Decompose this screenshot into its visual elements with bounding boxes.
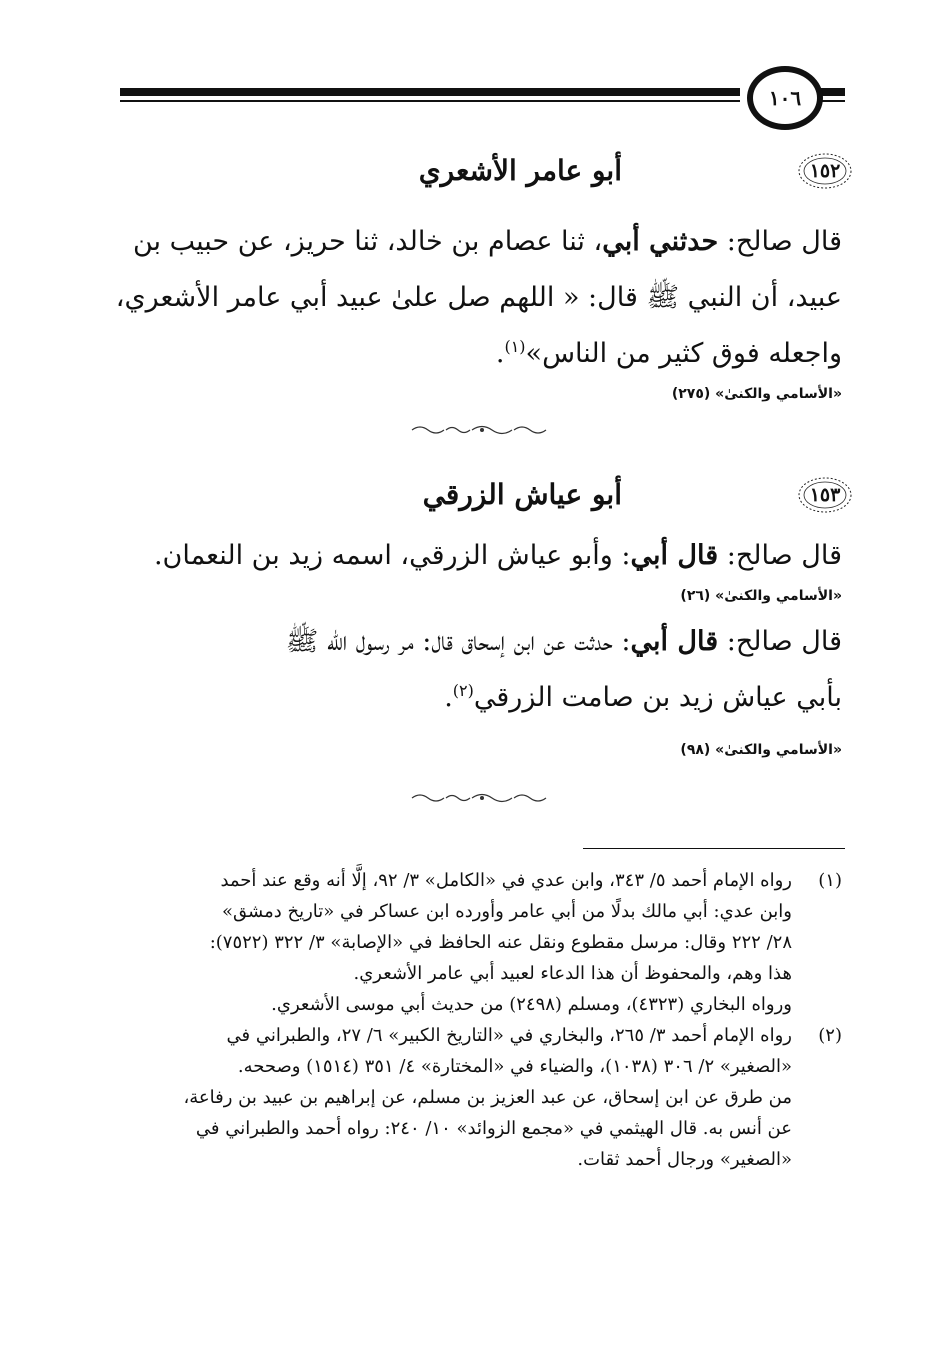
footnote-separator xyxy=(583,848,845,849)
footnote-line: رواه الإمام أحمد ٣/ ٢٦٥، والبخاري في «التاريخ الكبير» ٦/ ٢٧، والطبراني في xyxy=(226,1025,792,1046)
entry-paragraph xyxy=(107,528,842,584)
paragraph-bold-phrase: قال أبي xyxy=(630,626,719,657)
header-rule xyxy=(120,88,740,96)
paragraph-text: عبيد، أن النبي ﷺ قال: « اللهم صل علىٰ عبيد أبي عامر الأشعري، xyxy=(115,282,842,313)
paragraph-text: : وأبو عياش الزرقي، اسمه زيد بن النعمان. xyxy=(153,540,631,571)
paragraph-end: . xyxy=(444,682,453,713)
entry-paragraph xyxy=(107,214,842,382)
footnote-line: رواه الإمام أحمد ٥/ ٣٤٣، وابن عدي في «الكامل» ٣/ ٩٢، إلَّا أنه وقع عند أحمد xyxy=(220,870,792,891)
footnote-ref[interactable]: (٢) xyxy=(452,681,474,700)
paragraph-text: ، ثنا عصام بن خالد، ثنا حريز، عن حبيب بن xyxy=(132,226,603,257)
footnote-line: ٢٨/ ٢٢٢ وقال: مرسل مقطوع ونقل عنه الحافظ في «الإصابة» ٣/ ٣٢٢ (٧٥٢٢): xyxy=(209,932,792,953)
header-rule-thin xyxy=(120,100,740,102)
footnote-line: هذا وهم، والمحفوظ أن هذا الدعاء لعبيد أبي عامر الأشعري. xyxy=(353,963,792,984)
paragraph-bold-phrase: قال أبي xyxy=(630,540,719,571)
entry-number: ١٥٢ xyxy=(809,160,841,182)
footnote-line: ورواه البخاري (٤٣٢٣)، ومسلم (٢٤٩٨) من حديث أبي موسى الأشعري. xyxy=(271,994,792,1015)
footnote-number: (٢) xyxy=(818,1025,842,1046)
footnote-line: «الصغير» ورجال أحمد ثقات. xyxy=(577,1149,792,1170)
footnote-1 xyxy=(102,865,842,1020)
footnote-line: من طرق عن ابن إسحاق، عن عبد العزيز بن مسلم، عن إبراهيم بن عبيد بن رفاعة، xyxy=(183,1087,792,1108)
source-citation: «الأسامي والكنىٰ» (٢٦) xyxy=(680,588,842,604)
footnote-line: وابن عدي: أبي مالك بدلًا من أبي عامر وأورده ابن عساكر في «تاريخ دمشق» xyxy=(222,901,792,922)
entry-number: ١٥٣ xyxy=(809,484,841,506)
paragraph-text: بأبي عياش زيد بن صامت الزرقي xyxy=(473,682,842,713)
source-citation: «الأسامي والكنىٰ» (٩٨) xyxy=(680,742,842,758)
paragraph-end: . xyxy=(495,338,505,369)
divider-ornament-icon xyxy=(410,792,555,804)
paragraph-prefix: قال صالح: xyxy=(718,226,842,257)
paragraph-prefix: قال صالح: xyxy=(718,626,842,657)
page-number-text: ١٠٦ xyxy=(768,86,802,110)
page-header xyxy=(120,66,845,136)
footnote-2 xyxy=(102,1020,842,1175)
source-citation: «الأسامي والكنىٰ» (٢٧٥) xyxy=(671,386,842,402)
entry-title: أبو عياش الزرقي xyxy=(422,478,622,511)
paragraph-text: : حدثت عن ابن إسحاق قال: مر رسول الله ﷺ xyxy=(285,626,631,657)
page-number xyxy=(747,66,823,130)
entry-paragraph xyxy=(107,614,842,726)
footnote-line: «الصغير» ٢/ ٣٠٦ (١٠٣٨)، والضياء في «المختارة» ٤/ ٣٥١ (١٥١٤) وصححه. xyxy=(237,1056,792,1077)
entry-title: أبو عامر الأشعري xyxy=(418,154,622,187)
entry-number-badge xyxy=(796,150,854,192)
paragraph-bold-phrase: حدثني أبي xyxy=(602,226,719,257)
footnotes xyxy=(102,865,842,1175)
entry-number-badge xyxy=(796,474,854,516)
footnote-line: عن أنس به. قال الهيثمي في «مجمع الزوائد» ١٠/ ٢٤٠: رواه أحمد والطبراني في xyxy=(195,1118,792,1139)
entry-153 xyxy=(107,472,842,758)
divider-ornament-icon xyxy=(410,424,555,436)
footnote-ref[interactable]: (١) xyxy=(504,337,526,356)
paragraph-text: واجعله فوق كثير من الناس» xyxy=(525,338,842,369)
entry-152 xyxy=(107,148,842,402)
footnote-number: (١) xyxy=(818,870,842,891)
paragraph-prefix: قال صالح: xyxy=(718,540,842,571)
